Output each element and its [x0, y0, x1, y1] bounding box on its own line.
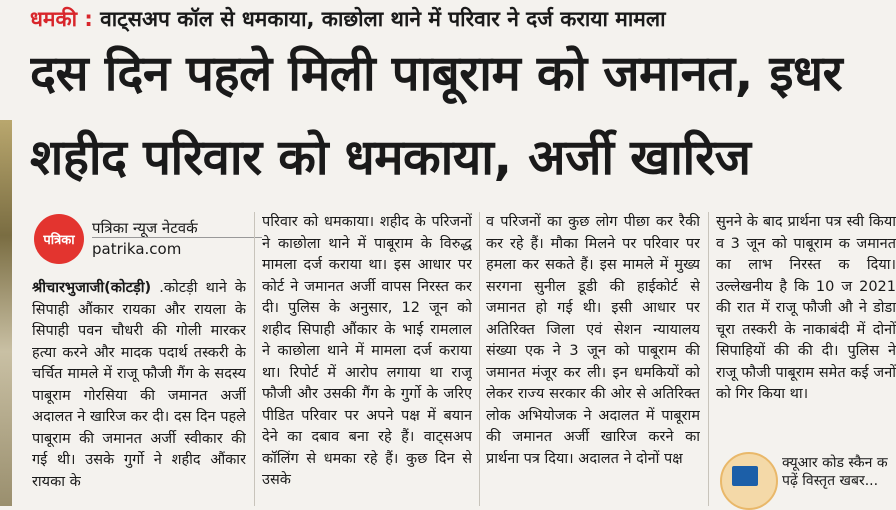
patrika-logo: पत्रिका	[34, 214, 84, 264]
qr-line-1: क्यूआर कोड स्कैन क	[782, 455, 888, 471]
article-column-3: व परिजनों का कुछ लोग पीछा कर रैकी कर रहे हैं। मौका मिलने पर परिवार पर हमला कर सकते हैं। इस मामले में मुख्य सरगना सुनील डूडी की हाईकोर्ट से जमानत हो गई थी। इसी आधार पर अतिरिक्त जिला एवं सेशन न्यायालय संख्या एक ने 3 जून को पाबूराम की जमानत मंजूर कर ली। इन धमकियों को लेकर राज्य सरकार की ओर से अतिरिक्त लोक अभियोजक ने अदालत में पाबूराम की जमानत अर्जी खारिज करने का प्रार्थना पत्र दिया। अदालत ने दोनों पक्ष	[486, 214, 700, 467]
byline-site: patrika.com	[92, 240, 182, 258]
newspaper-icon	[732, 466, 758, 486]
kicker-label: धमकी :	[30, 7, 93, 31]
article-column-1	[32, 278, 246, 506]
qr-text	[782, 454, 896, 490]
byline-rule	[92, 237, 262, 238]
qr-code-box	[720, 446, 896, 506]
byline	[34, 210, 260, 266]
kicker-line	[30, 2, 896, 36]
column-divider	[708, 212, 709, 506]
column-1-text: .कोटड़ी थाने के सिपाही औंकार रायका और रायला के सिपाही पवन चौधरी की गोली मारकर हत्या करने और मादक पदार्थ तस्करी के चर्चित मामले में राजू फौजी गैंग के सदस्य पाबूराम गोरसिया की जमानत अर्जी अदालत ने खारिज कर दी। दस दिन पहले पाबूराम की जमानत अर्जी स्वीकार की गई थी। उसके गुर्गो ने शहीद औंकार रायका के	[32, 280, 246, 490]
headline-line-1: दस दिन पहले मिली पाबूराम को जमानत, इधर	[30, 45, 843, 102]
column-divider	[479, 212, 480, 506]
dateline-place: श्रीचारभुजाजी(कोटड़ी)	[32, 280, 152, 296]
article-column-2: परिवार को धमकाया। शहीद के परिजनों ने काछोला थाने में पाबूराम के विरुद्ध मामला दर्ज कराया था। इस आधार पर कोर्ट ने जमानत अर्जी वापस निरस्त कर दी। पुलिस के अनुसार, 12 जून को शहीद सिपाही औंकार के भाई रामलाल ने काछोला थाने में मामला दर्ज कराया था। रिपोर्ट में आरोप लगाया था राजू फौजी और उसकी गैंग के गुर्गो के जरिए पीडित परिवार पर अपने पक्ष में बयान देने का दबाव बना रहे हैं। वाट्सअप कॉलिंग से धमका रहे हैं। कुछ दिन से उसके	[262, 214, 472, 488]
kicker-text: वाट्सअप कॉल से धमकाया, काछोला थाने में परिवार ने दर्ज कराया मामला	[100, 7, 666, 31]
column-divider	[254, 212, 255, 506]
article-column-4: सुनने के बाद प्रार्थना पत्र स्वी किया व 3 जून को पाबूराम क जमानत का लाभ निरस्त क दिया।उल्लेखनीय है कि 10 ज 2021 की रात में राजू फौजी औ ने डोडा चूरा तस्करी के नाकाबंदी में दोनों सिपाहियों की की दी। पुलिस ने राजू फौजी पाबूराम समेत कई जनों को गिर किया था।	[716, 214, 896, 402]
byline-network: पत्रिका न्यूज नेटवर्क	[92, 219, 198, 237]
adjacent-photo-strip	[0, 120, 12, 506]
headline-line-2: शहीद परिवार को धमकाया, अर्जी खारिज	[30, 129, 751, 186]
qr-line-2: पढ़ें विस्तृत खबर...	[782, 473, 879, 489]
